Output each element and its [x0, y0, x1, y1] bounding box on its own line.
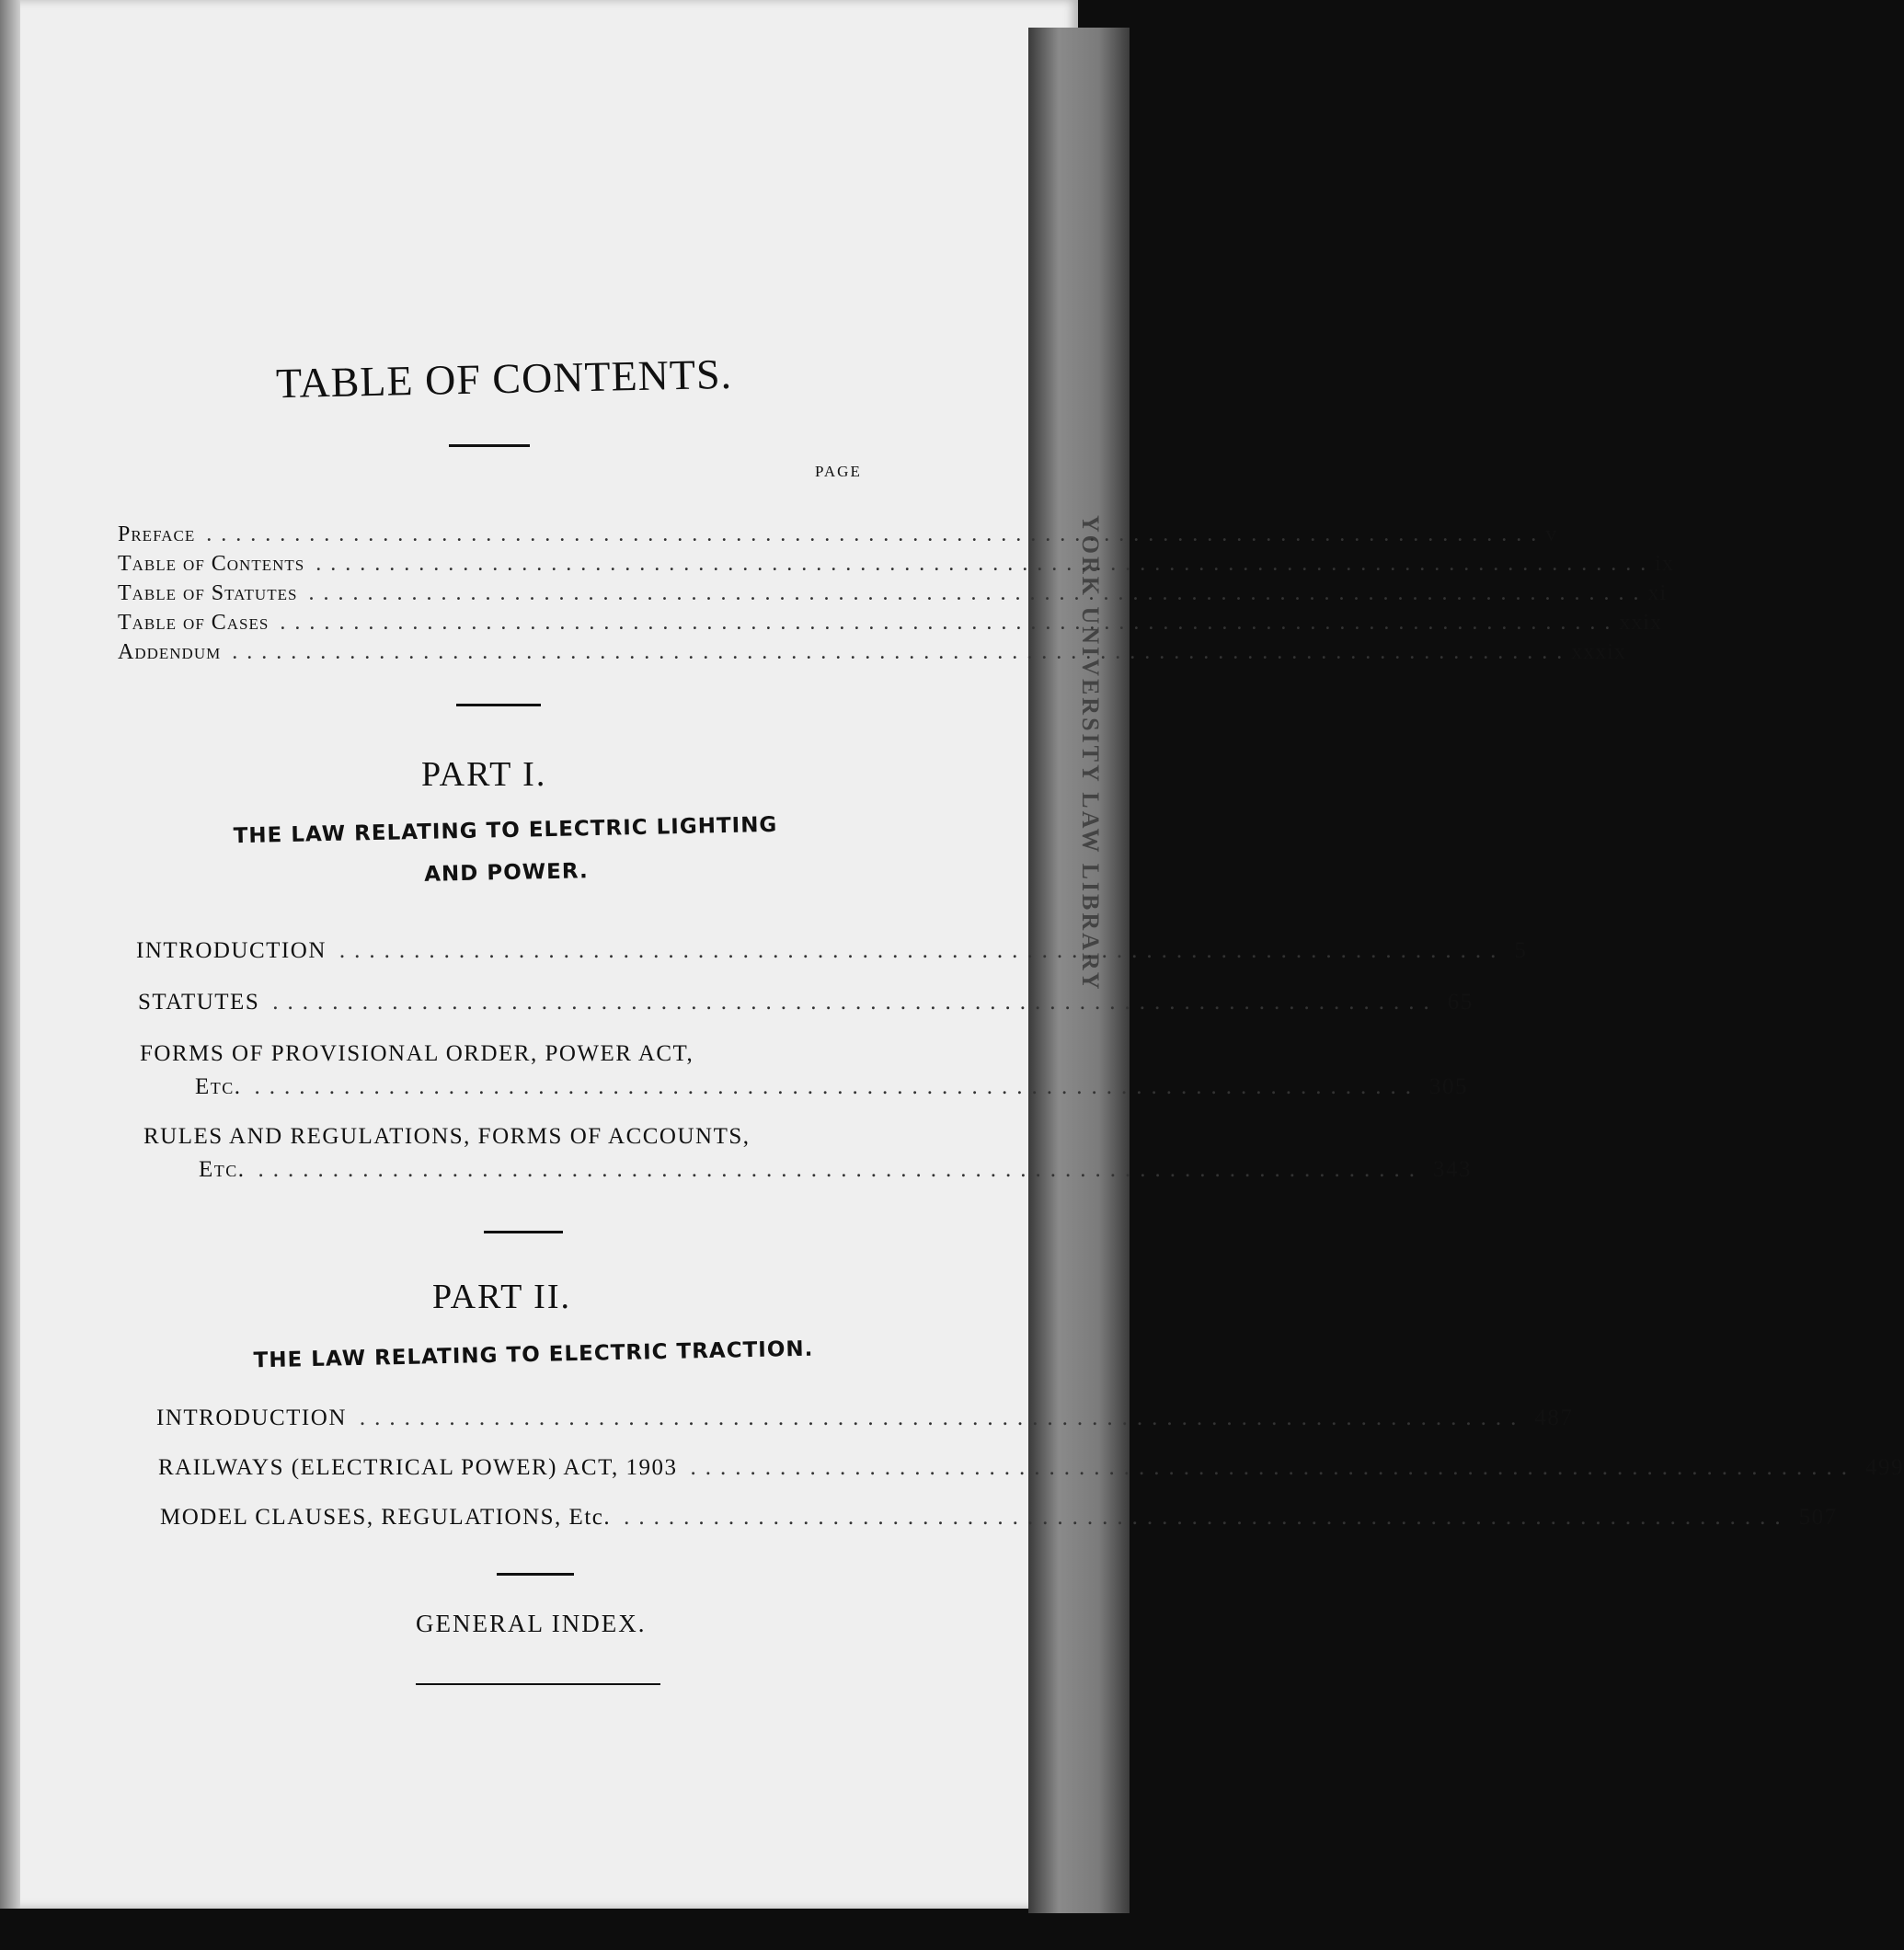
toc-label: FORMS OF PROVISIONAL ORDER, POWER ACT,	[140, 1041, 694, 1066]
toc-label: Table of Contents	[118, 552, 305, 576]
toc-row-model-clauses[interactable]	[160, 1505, 1838, 1538]
toc-row-introduction[interactable]	[136, 938, 1528, 971]
toc-label: RAILWAYS (ELECTRICAL POWER) ACT, 1903	[158, 1455, 678, 1480]
toc-label: MODEL CLAUSES, REGULATIONS, Etc.	[160, 1505, 612, 1530]
dot-leader: ...........................................................................................	[206, 522, 1546, 546]
dot-leader: ...........................................................................................	[232, 640, 1572, 664]
page-title: TABLE OF CONTENTS.	[275, 350, 733, 407]
toc-page-number: 5	[1514, 938, 1528, 963]
dot-leader: ..............................................................................	[690, 1455, 1857, 1480]
toc-page-number: 507	[1798, 1505, 1838, 1530]
toc-page-number: xxxix	[1571, 640, 1626, 664]
divider	[449, 444, 530, 447]
spine-label: YORK UNIVERSITY LAW LIBRARY	[1077, 515, 1104, 992]
dot-leader: ...........................................................................................	[315, 552, 1656, 576]
dot-leader: ..............................................................................	[338, 938, 1506, 963]
toc-row-forms-of-provisional-order[interactable]	[140, 1041, 1469, 1107]
part-one-subtitle-line1: THE LAW RELATING TO ELECTRIC LIGHTING	[233, 812, 778, 849]
dot-leader: ..............................................................................	[272, 990, 1439, 1015]
toc-row-addendum[interactable]	[118, 640, 1626, 670]
general-index-heading[interactable]: GENERAL INDEX.	[416, 1610, 647, 1637]
toc-label: RULES AND REGULATIONS, FORMS OF ACCOUNTS,	[143, 1124, 751, 1149]
toc-page-number: v	[1545, 522, 1558, 546]
toc-page-number: 65	[1447, 990, 1474, 1015]
toc-label: INTRODUCTION	[156, 1405, 347, 1430]
toc-label-continuation: Etc.	[195, 1074, 242, 1099]
toc-label: Preface	[118, 522, 196, 546]
dot-leader: ..............................................................................	[258, 1157, 1425, 1182]
divider	[456, 704, 541, 706]
toc-row-preface[interactable]	[118, 522, 1558, 552]
toc-page-number: 305	[1429, 1074, 1469, 1099]
toc-row-statutes[interactable]	[138, 990, 1474, 1023]
toc-page-number: xi	[1647, 581, 1668, 605]
dot-leader: ...........................................................................................	[280, 611, 1620, 635]
toc-page-number: xxix	[1619, 611, 1663, 635]
toc-label: STATUTES	[138, 990, 260, 1015]
part-two-title: PART II.	[432, 1278, 571, 1316]
toc-row-railways-act[interactable]	[158, 1455, 1904, 1488]
dot-leader: ..............................................................................	[624, 1505, 1790, 1530]
dot-leader: ..............................................................................	[359, 1405, 1526, 1430]
toc-row-rules-and-regulations[interactable]	[143, 1124, 1473, 1190]
part-one-subtitle-line2: AND POWER.	[423, 859, 589, 887]
toc-label: INTRODUCTION	[136, 938, 327, 963]
toc-row-traction-introduction[interactable]	[156, 1405, 1574, 1439]
toc-page-number: ix	[1655, 552, 1674, 576]
toc-page-number: 499	[1865, 1455, 1904, 1480]
toc-page-number: 487	[1534, 1405, 1574, 1430]
dot-leader: ...........................................................................................	[308, 581, 1648, 605]
toc-row-table-of-contents[interactable]	[118, 552, 1674, 581]
toc-label-continuation: Etc.	[199, 1157, 246, 1182]
dot-leader: ..............................................................................	[254, 1074, 1421, 1099]
part-one-subtitle	[174, 802, 838, 900]
toc-label: Table of Cases	[118, 611, 270, 635]
part-two-subtitle: THE LAW RELATING TO ELECTRIC TRACTION.	[253, 1336, 814, 1373]
toc-page-number: 343	[1433, 1157, 1473, 1182]
toc-label: Addendum	[118, 640, 222, 664]
divider	[484, 1231, 563, 1233]
toc-row-table-of-cases[interactable]	[118, 611, 1663, 640]
toc-label: Table of Statutes	[118, 581, 298, 605]
divider	[416, 1683, 660, 1685]
part-one-title: PART I.	[421, 755, 547, 794]
divider	[497, 1573, 574, 1576]
page-column-heading: PAGE	[815, 463, 862, 480]
toc-row-table-of-statutes[interactable]	[118, 581, 1668, 611]
